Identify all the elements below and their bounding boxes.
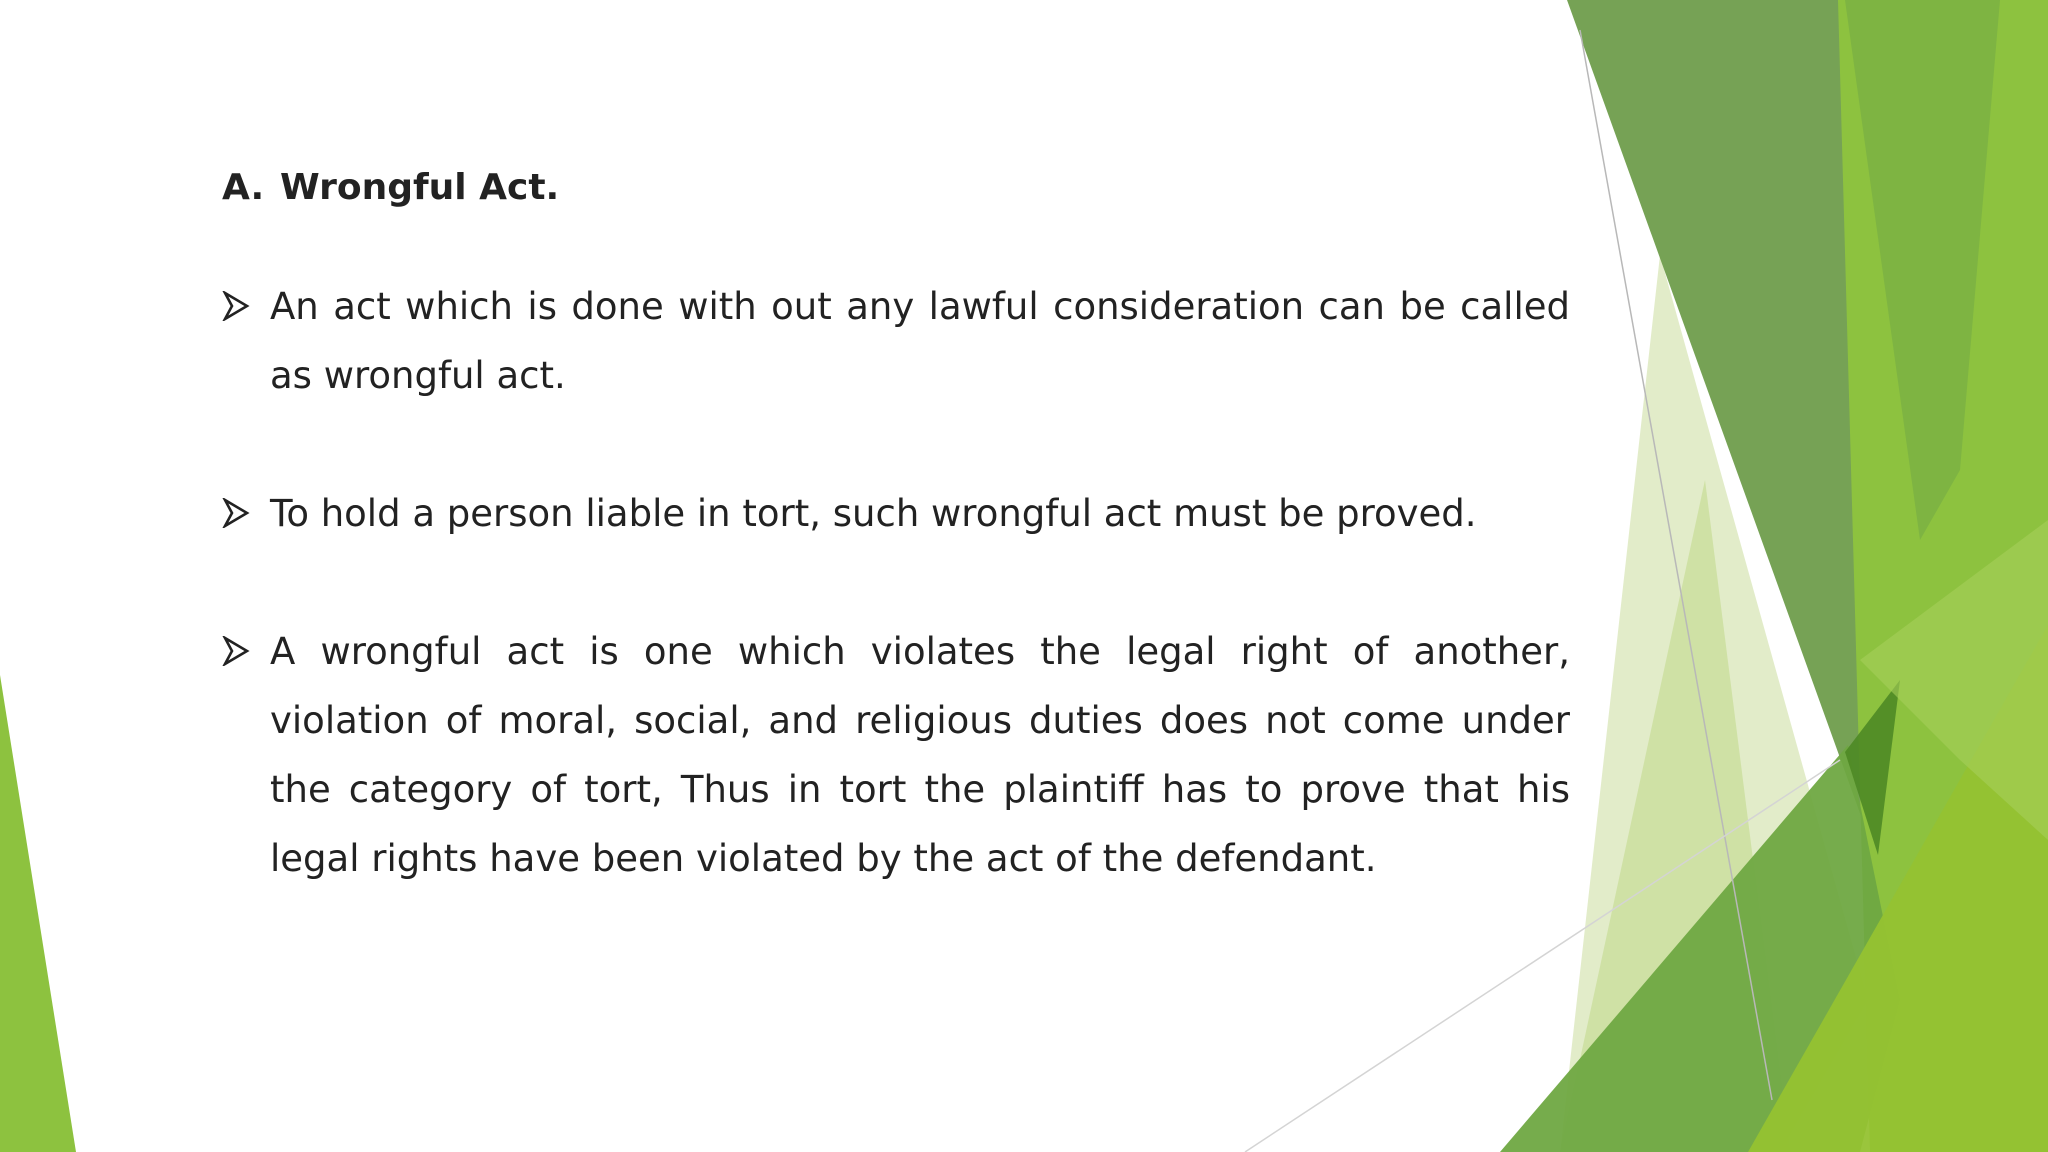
bullet-item [222,617,1570,893]
section-heading [222,160,1570,216]
slide-content [222,160,1570,893]
arrowhead-bullet-icon [222,291,250,321]
section-number: A. [222,167,265,208]
section-title: Wrongful Act. [280,167,560,208]
bullet-text: An act which is done with out any lawful consideration can be called as wrongful act. [270,285,1570,397]
bullet-text: A wrongful act is one which violates the legal right of another, violation of moral, social, and religious duties does not come under the category of tort, Thus in tort the plaintiff has to prove that his legal rights have been violated by the act of the defendant. [270,630,1570,880]
arrowhead-bullet-icon [222,636,250,666]
left-green-sliver [0,675,76,1152]
arrowhead-bullet-icon [222,498,250,528]
bullet-text: To hold a person liable in tort, such wrongful act must be proved. [270,492,1477,535]
bullet-item [222,272,1570,410]
bullet-item [222,479,1570,548]
